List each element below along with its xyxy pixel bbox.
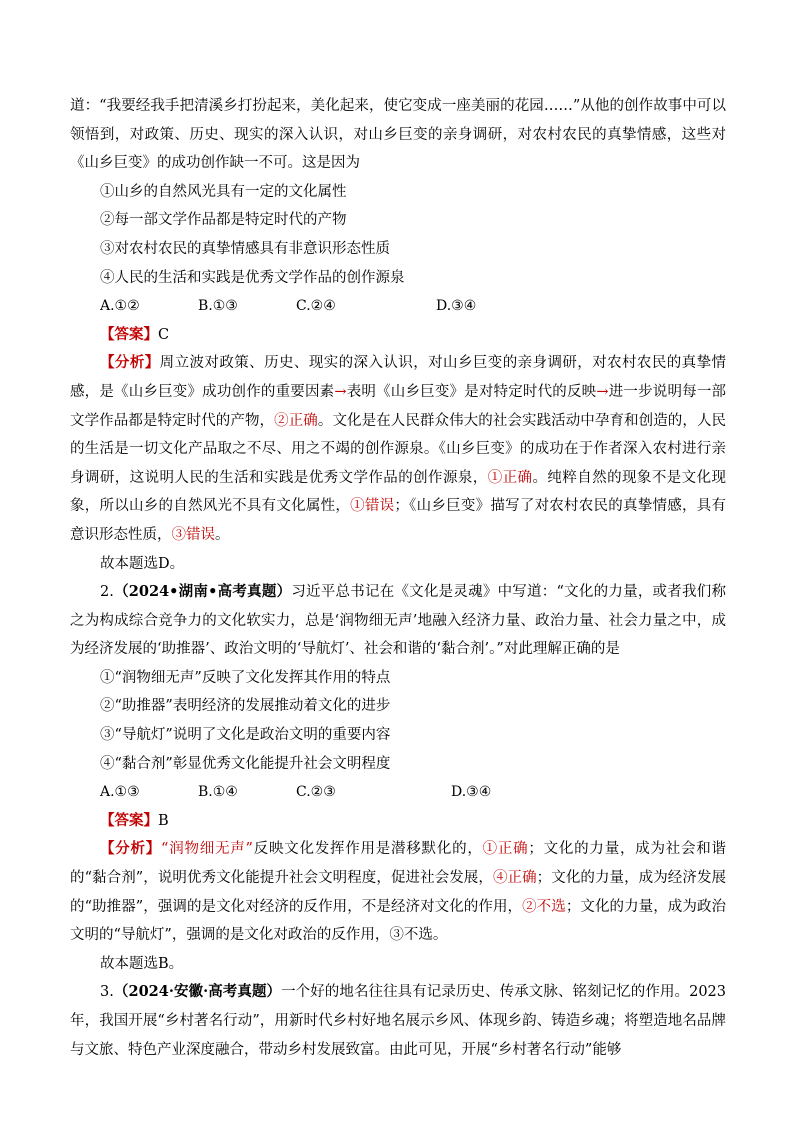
analysis-segment: 。 — [215, 526, 230, 543]
q1-answer — [70, 321, 726, 350]
analysis-segment: 。纯粹自然的现象不是文化现象，所以山乡的自然风光不具有文化属性， — [70, 469, 727, 515]
q2-analysis — [70, 835, 726, 949]
analysis-segment: ；文化的力量，成为社会和谐的“黏合剂”，说明优秀文化能提升社会文明程度，促进社会发展， — [70, 841, 727, 887]
q2-option-d: D.③④ — [451, 784, 492, 801]
q2-option-b: B.①④ — [198, 784, 238, 801]
q3-number: 3. — [100, 984, 114, 1001]
q2-stem-paragraph — [70, 578, 726, 664]
analysis-segment: ③错误 — [171, 526, 215, 543]
q2-answer-value: B — [158, 812, 169, 829]
analysis-segment: 周立波对政策、历史、现实的深入认识，对山乡巨变的亲身调研，对农村农民的真挚情感，是《山乡巨变》成功创作的重要因素 — [70, 355, 727, 400]
analysis-segment: ；文化的力量，成为经济发展的“助推器”，强调的是文化对经济的反作用，不是经济对文化的作用， — [70, 870, 727, 915]
analysis-segment: ②正确 — [274, 412, 318, 429]
q3-source: （2024·安徽·高考真题） — [113, 983, 282, 1001]
q2-statement-3: ③“导航灯”说明了文化是政治文明的重要内容 — [100, 727, 391, 744]
analysis-segment: ②不选 — [522, 898, 566, 915]
q2-analysis-body — [70, 841, 726, 943]
analysis-segment: 进一步说明每一部文学作品都是特定时代的产物， — [70, 383, 727, 429]
q1-option-a: A.①② — [100, 298, 140, 315]
analysis-segment: ①错误 — [350, 498, 395, 515]
q1-option-c: C.②④ — [296, 298, 336, 315]
analysis-segment: “润物细无声” — [161, 841, 253, 858]
document-page — [70, 92, 726, 1064]
q2-statement-1: ①“润物细无声”反映了文化发挥其作用的特点 — [100, 669, 391, 686]
q2-option-c: C.②③ — [296, 784, 336, 801]
q1-statement-4: ④人民的生活和实践是优秀文学作品的创作源泉 — [100, 269, 405, 286]
q2-analysis-label: 【分析】 — [100, 840, 162, 858]
q2-statement-2: ②“助推器”表明经济的发展推动着文化的进步 — [100, 698, 391, 715]
q3-stem-paragraph — [70, 978, 726, 1064]
q1-statement-3: ③对农村农民的真挚情感具有非意识形态性质 — [100, 240, 390, 257]
analysis-segment: → — [334, 383, 347, 400]
q1-statement-2: ②每一部文学作品都是特定时代的产物 — [100, 212, 347, 229]
analysis-segment: ④正确 — [492, 870, 537, 887]
q1-stem: 道：“我要经我手把清溪乡打扮起来，美化起来，使它变成一座美丽的花园……”从他的创作故事中可以领悟到，对政策、历史、现实的深入认识，对山乡巨变的亲身调研，对农村农民的真挚情感，这些对《山乡巨变》的成功创作缺一不可。这是因为 — [70, 98, 726, 172]
analysis-segment: 反映文化发挥作用是潜移默化的， — [252, 841, 483, 858]
q1-options — [70, 292, 726, 321]
analysis-segment: → — [596, 383, 609, 400]
q1-answer-value: C — [158, 326, 170, 343]
q2-answer — [70, 807, 726, 836]
q1-analysis — [70, 349, 726, 549]
q2-number: 2. — [100, 584, 114, 601]
analysis-segment: ①正确 — [487, 469, 533, 486]
q1-statement-1: ①山乡的自然风光具有一定的文化属性 — [100, 183, 347, 200]
analysis-segment: ；《山乡巨变》描写了对农村农民的真挚情感，具有意识形态性质， — [70, 498, 726, 543]
q1-conclusion: 故本题选D。 — [100, 555, 185, 572]
analysis-segment: 表明《山乡巨变》是对特定时代的反映 — [346, 383, 597, 400]
q2-stem: 习近平总书记在《文化是灵魂》中写道：“文化的力量，或者我们称之为构成综合竞争力的文化软实力，总是‘润物细无声’地融入经济力量、政治力量、社会力量之中，成为经济发展的‘助推器’、政治文明的‘导航灯’、社会和谐的‘黏合剂’。”对此理解正确的是 — [70, 584, 726, 658]
q3-stem: 一个好的地名往往具有记录历史、传承文脉、铭刻记忆的作用。2023年，我国开展“乡村著名行动”，用新时代乡村好地名展示乡风、体现乡韵、铸造乡魂；将塑造地名品牌与文旅、特色产业深度融合，带动乡村发展致富。由此可见，开展“乡村著名行动”能够 — [70, 984, 727, 1058]
analysis-segment: ①正确 — [482, 841, 529, 858]
q1-answer-label: 【答案】 — [100, 325, 158, 343]
analysis-segment: ；文化的力量，成为政治文明的“导航灯”，强调的是文化对政治的反作用，③不选。 — [70, 898, 727, 944]
q2-statement-4: ④“黏合剂”彰显优秀文化能提升社会文明程度 — [100, 755, 391, 772]
q2-options — [70, 778, 726, 807]
q1-option-d: D.③④ — [436, 298, 477, 315]
q2-conclusion: 故本题选B。 — [100, 955, 184, 972]
q1-option-b: B.①③ — [198, 298, 238, 315]
q1-analysis-body — [70, 355, 726, 543]
q2-option-a: A.①③ — [100, 784, 140, 801]
analysis-segment: 。文化是在人民群众伟大的社会实践活动中孕育和创造的，人民的生活是一切文化产品取之不尽、用之不竭的创作源泉。《山乡巨变》的成功在于作者深入农村进行亲身调研，这说明人民的生活和实践是优秀文学作品的创作源泉， — [70, 412, 727, 486]
q2-answer-label: 【答案】 — [100, 811, 158, 829]
q2-source: （2024•湖南•高考真题） — [113, 583, 292, 601]
q1-analysis-label: 【分析】 — [100, 354, 160, 372]
